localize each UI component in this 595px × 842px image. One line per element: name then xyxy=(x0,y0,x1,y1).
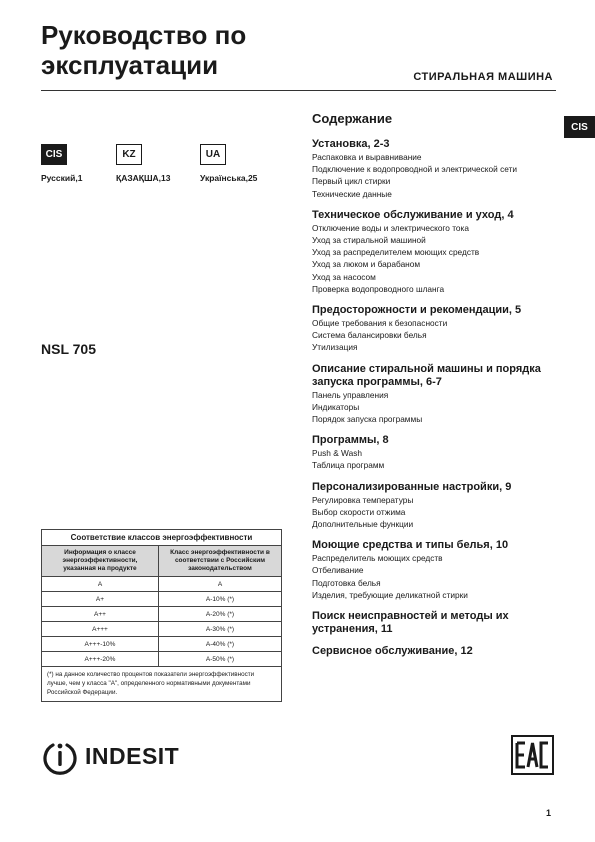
table-cell: A+++ xyxy=(42,622,158,637)
language-label: Русский,1 xyxy=(41,173,83,183)
toc-item[interactable]: Общие требования к безопасности xyxy=(312,318,448,329)
cis-side-tab: CIS xyxy=(564,116,595,138)
toc-item[interactable]: Индикаторы xyxy=(312,401,360,412)
toc-section xyxy=(312,138,562,200)
toc-section-heading[interactable]: Техническое обслуживание и уход, 4 xyxy=(312,208,514,221)
energy-table-footnote: (*) на данное количество процентов показатели энергоэффективности лучше, чем у класса "А", определенного нормативными документами Российской Федерации. xyxy=(47,671,255,696)
toc-section xyxy=(312,481,562,531)
toc-item[interactable]: Push & Wash xyxy=(312,448,362,459)
table-cell: A++ xyxy=(42,607,158,622)
toc-item[interactable]: Уход за насосом xyxy=(312,271,376,282)
indesit-logo xyxy=(41,737,179,775)
model-number: NSL 705 xyxy=(41,341,96,357)
table-row xyxy=(42,592,281,607)
toc-item[interactable]: Панель управления xyxy=(312,389,389,400)
toc-section-heading[interactable]: Сервисное обслуживание, 12 xyxy=(312,645,473,658)
toc-item[interactable]: Распаковка и выравнивание xyxy=(312,152,422,162)
toc-item[interactable]: Регулировка температуры xyxy=(312,494,414,505)
toc-section-heading[interactable]: Установка, 2-3 xyxy=(312,138,390,150)
toc-item[interactable]: Подготовка белья xyxy=(312,577,381,588)
toc-item[interactable]: Утилизация xyxy=(312,342,358,353)
table-cell: A-20% (*) xyxy=(158,607,281,622)
title-line-2: эксплуатации xyxy=(41,50,219,80)
toc-item[interactable]: Дополнительные функции xyxy=(312,519,414,530)
toc-section xyxy=(312,434,562,471)
language-code: KZ xyxy=(116,144,142,165)
language-kz[interactable] xyxy=(116,144,170,183)
toc-item[interactable]: Отбеливание xyxy=(312,565,364,576)
toc-item[interactable]: Порядок запуска программы xyxy=(312,414,423,425)
toc-item[interactable]: Уход за стиральной машиной xyxy=(312,235,426,246)
table-cell: A+ xyxy=(42,592,158,607)
toc-item[interactable]: Таблица программ xyxy=(312,460,385,471)
product-type: СТИРАЛЬНАЯ МАШИНА xyxy=(413,71,553,83)
energy-table-title: Соответствие классов энергоэффективности xyxy=(42,530,281,546)
toc-section xyxy=(312,645,562,658)
toc-item[interactable]: Первый цикл стирки xyxy=(312,176,391,187)
table-cell: A+++-10% xyxy=(42,637,158,652)
toc-item[interactable]: Система балансировки белья xyxy=(312,330,427,341)
language-code: CIS xyxy=(41,144,67,165)
table-cell: A-10% (*) xyxy=(158,592,281,607)
table-row xyxy=(42,577,281,592)
toc-title: Содержание xyxy=(312,111,393,126)
table-row xyxy=(42,652,281,667)
title-line-1: Руководство по xyxy=(41,20,247,50)
language-ua[interactable] xyxy=(200,144,257,183)
toc-item[interactable]: Проверка водопроводного шланга xyxy=(312,283,445,294)
language-label: ҚАЗАҚША,13 xyxy=(116,173,171,183)
toc-item[interactable]: Уход за распределителем моющих средств xyxy=(312,247,480,258)
toc-section-heading[interactable]: Персонализированные настройки, 9 xyxy=(312,480,512,493)
table-row xyxy=(42,637,281,652)
table-row xyxy=(42,622,281,637)
toc-item[interactable]: Технические данные xyxy=(312,188,392,199)
toc-item[interactable]: Уход за люком и барабаном xyxy=(312,259,421,270)
table-row xyxy=(42,607,281,622)
toc-section xyxy=(312,610,562,636)
table-cell: A xyxy=(42,577,158,592)
toc-sections xyxy=(312,138,562,658)
toc-item[interactable]: Отключение воды и электрического тока xyxy=(312,222,469,233)
language-code: UA xyxy=(200,144,226,165)
toc-section xyxy=(312,363,562,426)
toc-item[interactable]: Изделия, требующие деликатной стирки xyxy=(312,589,468,600)
table-cell: A-30% (*) xyxy=(158,622,281,637)
toc-section-heading[interactable]: Поиск неисправностей и методы их устранения, 11 xyxy=(312,610,509,636)
table-cell: A+++-20% xyxy=(42,652,158,667)
toc-section-heading[interactable]: Моющие средства и типы белья, 10 xyxy=(312,539,509,552)
header-divider xyxy=(41,90,556,91)
table-of-contents xyxy=(312,111,562,667)
toc-section-heading[interactable]: Программы, 8 xyxy=(312,434,389,447)
toc-item[interactable]: Выбор скорости отжима xyxy=(312,506,406,517)
toc-section-heading[interactable]: Описание стиральной машины и порядка запуска программы, 6-7 xyxy=(312,362,541,388)
energy-class-table xyxy=(41,529,282,702)
toc-section xyxy=(312,539,562,601)
toc-section xyxy=(312,304,562,354)
toc-item[interactable]: Подключение к водопроводной и электрической сети xyxy=(312,164,517,175)
energy-col-header-product: Информация о классе энергоэффективности, указанная на продукте xyxy=(42,546,158,577)
manual-title xyxy=(41,20,361,80)
page-number: 1 xyxy=(545,808,551,818)
brand-name: INDESIT xyxy=(85,742,180,769)
toc-item[interactable]: Распределитель моющих средств xyxy=(312,553,443,564)
toc-section xyxy=(312,209,562,295)
toc-section-heading[interactable]: Предосторожности и рекомендации, 5 xyxy=(312,304,522,317)
indesit-power-icon xyxy=(41,737,79,775)
table-cell: A xyxy=(158,577,281,592)
language-label: Українська,25 xyxy=(200,173,258,183)
table-cell: A-40% (*) xyxy=(158,637,281,652)
language-cis[interactable] xyxy=(41,144,82,183)
energy-col-header-russian: Класс энергоэффективности в соответствии с Российским законодательством xyxy=(158,546,281,577)
eac-certification-mark xyxy=(511,735,554,775)
table-cell: A-50% (*) xyxy=(158,652,281,667)
